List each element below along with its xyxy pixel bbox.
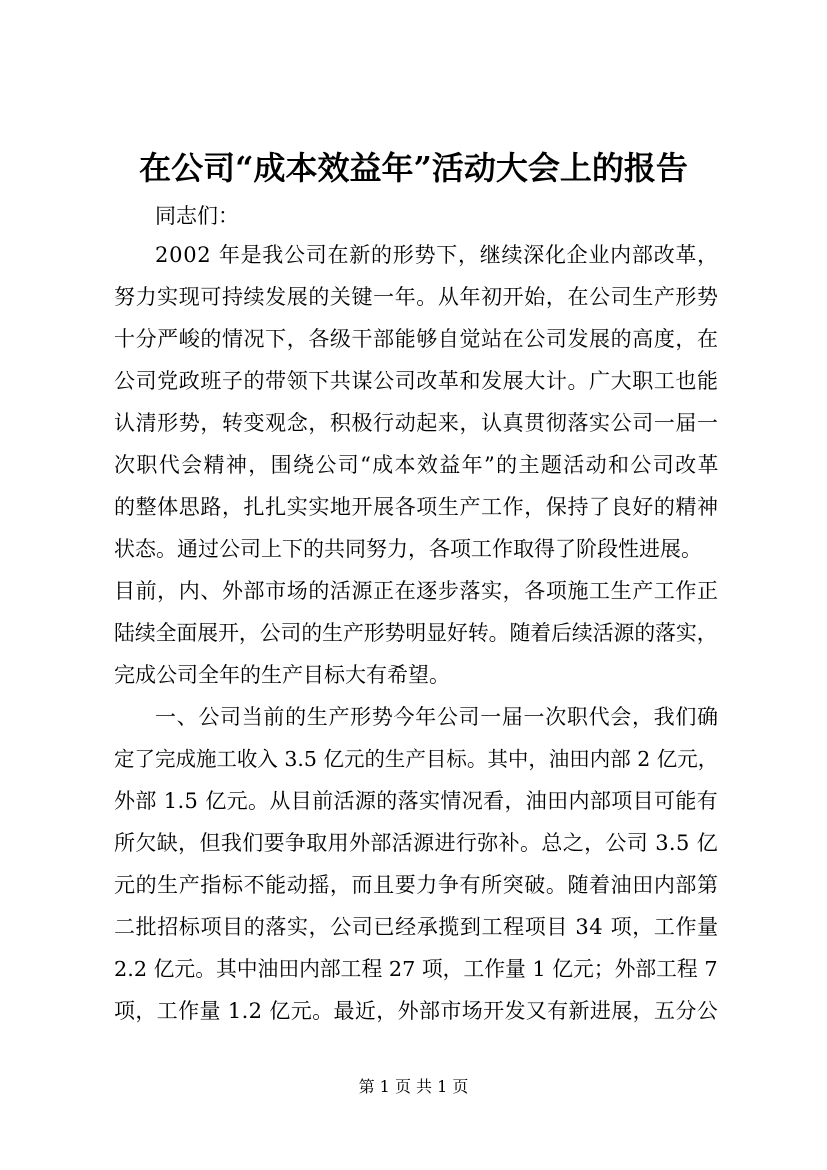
document-title: 在公司“成本效益年”活动大会上的报告 (139, 149, 688, 187)
paragraph-line: 的整体思路，扎扎实实地开展各项生产工作，保持了良好的精神 (114, 495, 719, 519)
page-number-footer: 第 1 页 共 1 页 (358, 1077, 469, 1096)
salutation: 同志们： (155, 204, 239, 228)
paragraph-line: 2002 年是我公司在新的形势下，继续深化企业内部改革， (155, 243, 719, 267)
paragraph-line: 项，工作量 1.2 亿元。最近，外部市场开发又有新进展，五分公 (114, 999, 719, 1023)
paragraph-line: 完成公司全年的生产目标大有希望。 (114, 663, 450, 687)
paragraph-line: 陆续全面展开，公司的生产形势明显好转。随着后续活源的落实， (114, 621, 718, 645)
paragraph-line: 二批招标项目的落实，公司已经承揽到工程项目 34 项，工作量 (114, 915, 719, 939)
paragraph-line: 外部 1.5 亿元。从目前活源的落实情况看，油田内部项目可能有 (114, 789, 719, 813)
paragraph-line: 2.2 亿元。其中油田内部工程 27 项，工作量 1 亿元；外部工程 7 (114, 957, 718, 981)
paragraph-line: 目前，内、外部市场的活源正在逐步落实，各项施工生产工作正 (114, 579, 719, 603)
paragraph-line: 元的生产指标不能动摇，而且要力争有所突破。随着油田内部第 (114, 873, 719, 897)
paragraph-line: 十分严峻的情况下，各级干部能够自觉站在公司发展的高度，在 (114, 327, 719, 351)
paragraph-line: 努力实现可持续发展的关键一年。从年初开始，在公司生产形势 (114, 285, 719, 309)
paragraph-line: 公司党政班子的带领下共谋公司改革和发展大计。广大职工也能 (114, 369, 719, 393)
paragraph-line: 一、公司当前的生产形势今年公司一届一次职代会，我们确 (155, 705, 719, 729)
paragraph-line: 状态。通过公司上下的共同努力，各项工作取得了阶段性进展。 (114, 537, 702, 561)
paragraph-line: 定了完成施工收入 3.5 亿元的生产目标。其中，油田内部 2 亿元， (114, 747, 719, 771)
paragraph-line: 次职代会精神，围绕公司“成本效益年”的主题活动和公司改革 (114, 453, 720, 477)
paragraph-line: 所欠缺，但我们要争取用外部活源进行弥补。总之，公司 3.5 亿 (114, 831, 719, 855)
paragraph-line: 认清形势，转变观念，积极行动起来，认真贯彻落实公司一届一 (114, 411, 719, 435)
